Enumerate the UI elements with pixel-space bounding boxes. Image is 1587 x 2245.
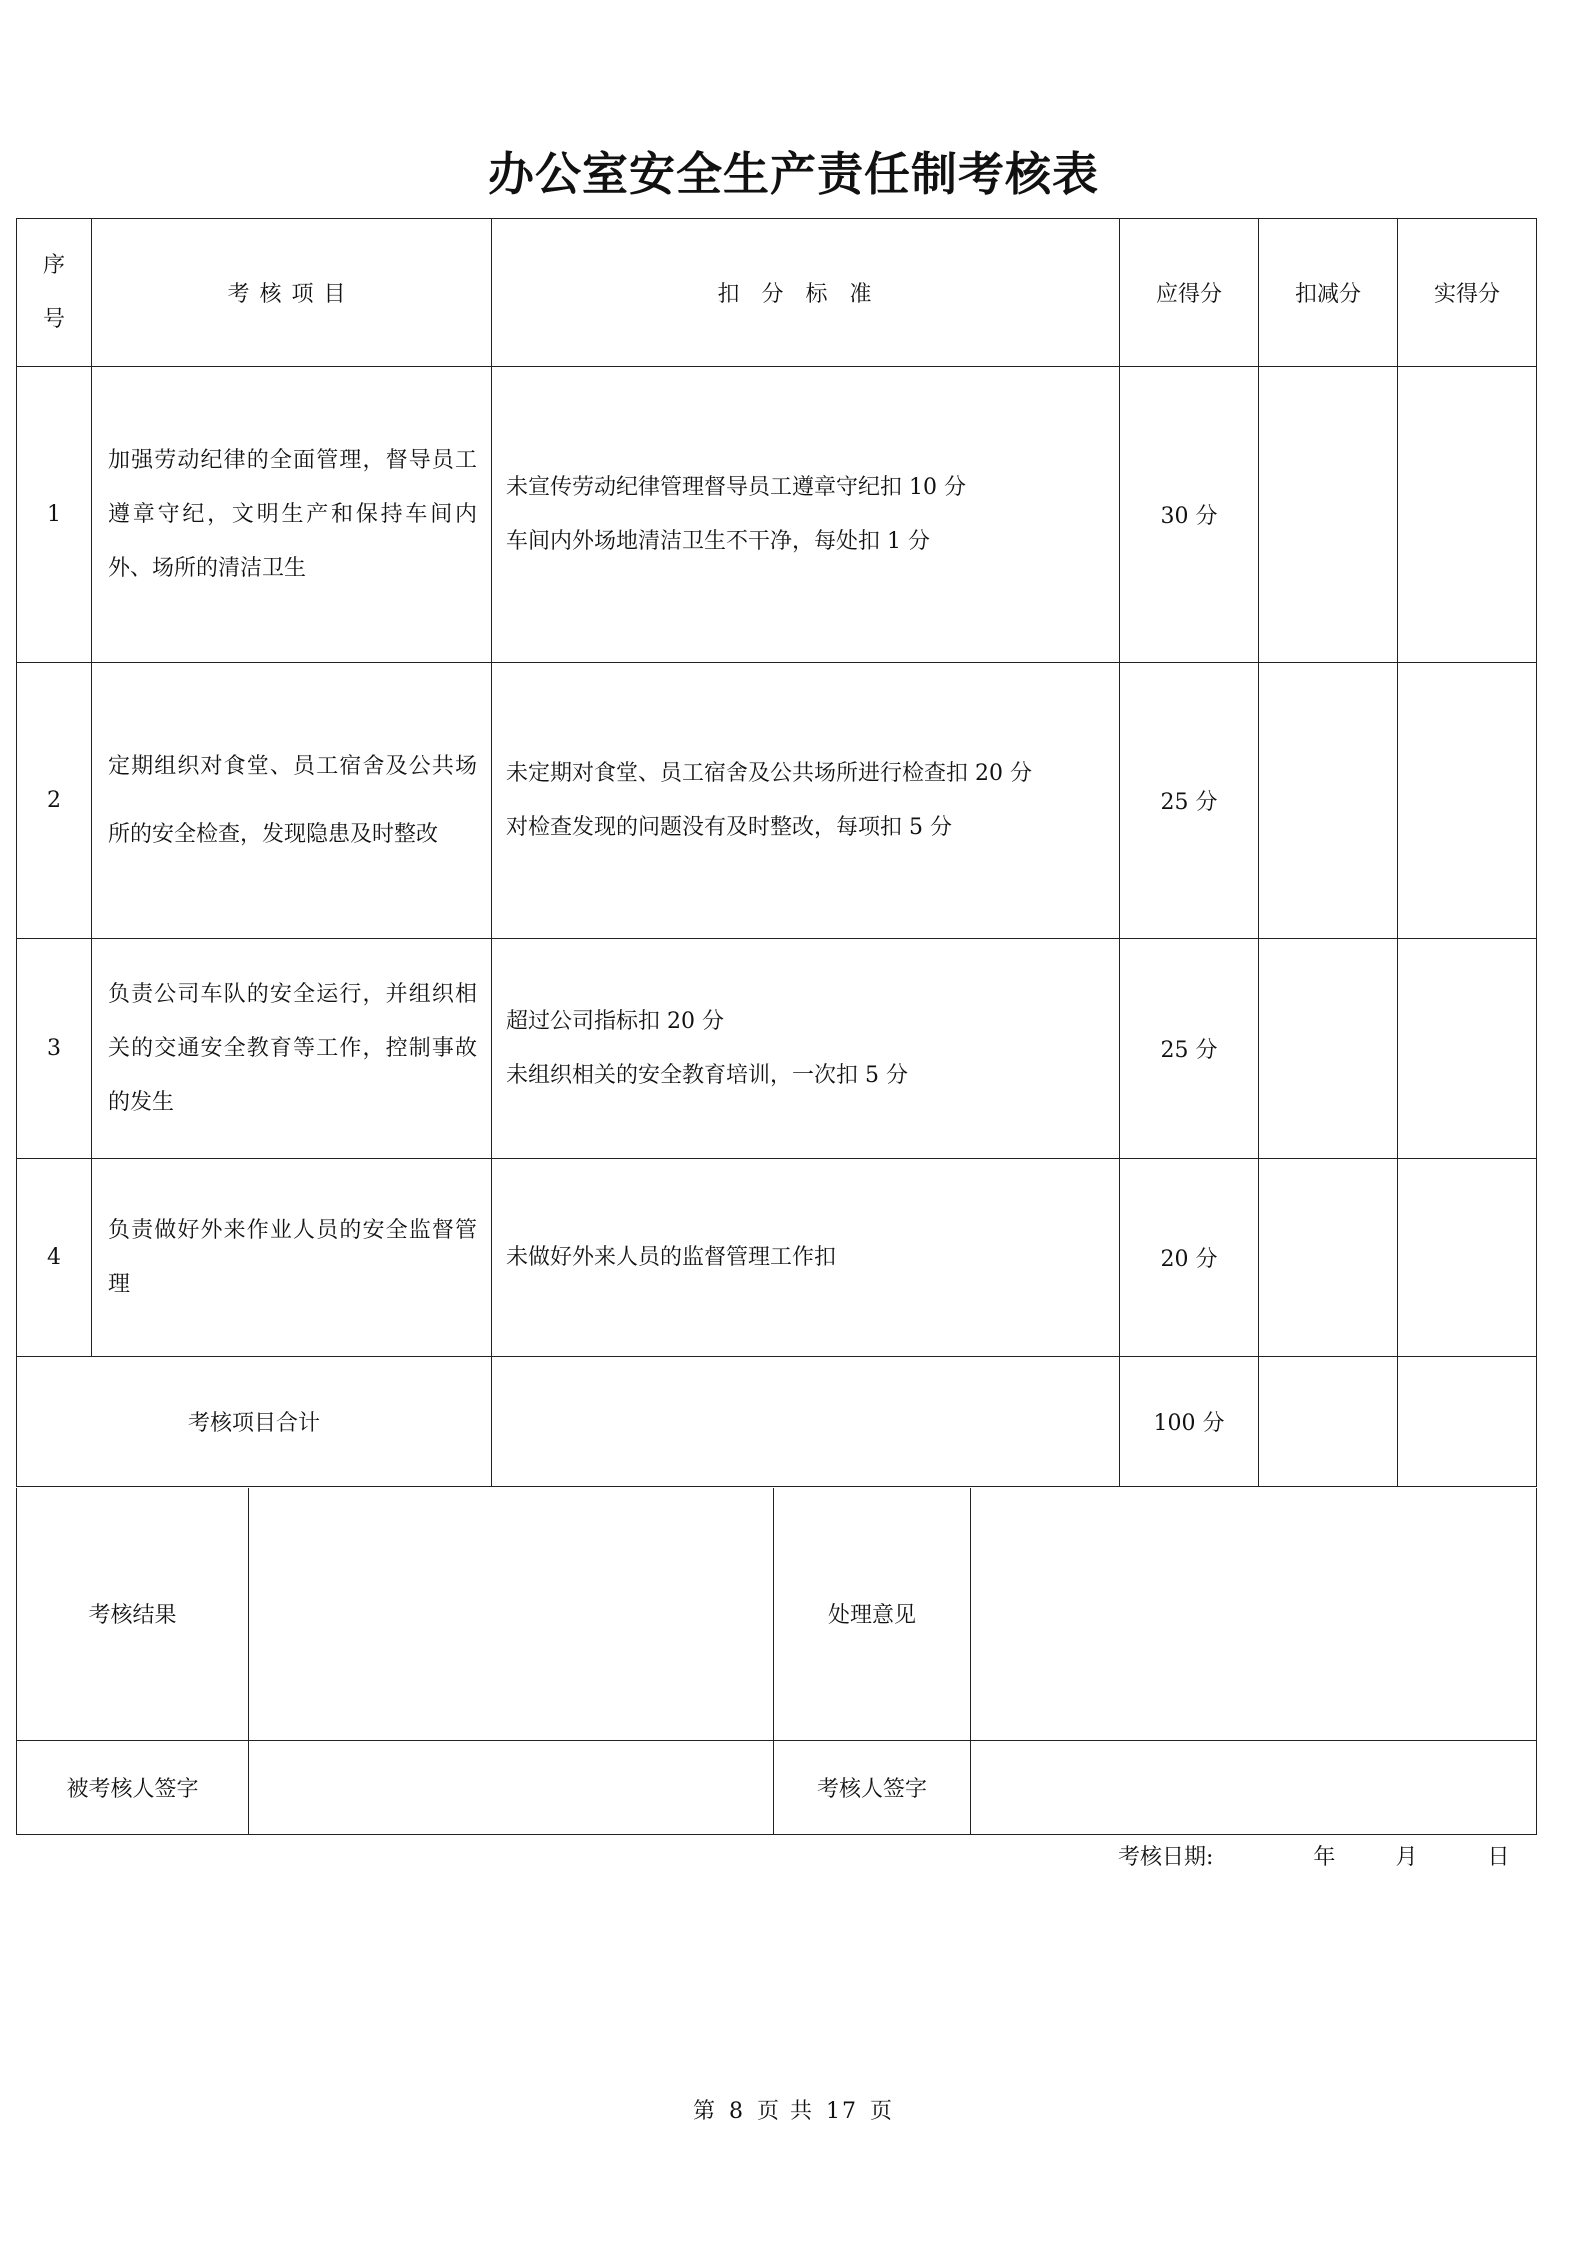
header-due-score: 应得分: [1120, 219, 1259, 367]
row-standard: [492, 1159, 1120, 1357]
total-standard-cell[interactable]: [492, 1357, 1120, 1487]
standard-line: 未宣传劳动纪律管理督导员工遵章守纪扣 10 分: [506, 474, 966, 500]
opinion-label: 处理意见: [774, 1488, 971, 1740]
row-score: 25 分: [1120, 939, 1259, 1159]
row-item: 负责公司车队的安全运行，并组织相关的交通安全教育等工作，控制事故的发生: [92, 939, 492, 1159]
row-deduction-cell[interactable]: [1259, 1159, 1398, 1357]
page-title: 办公室安全生产责任制考核表: [488, 147, 1099, 201]
standard-line: 对检查发现的问题没有及时整改，每项扣 5 分: [506, 814, 952, 840]
row-item: 加强劳动纪律的全面管理，督导员工遵章守纪，文明生产和保持车间内外、场所的清洁卫生: [92, 367, 492, 663]
row-item: 定期组织对食堂、员工宿舍及公共场所的安全检查，发现隐患及时整改: [92, 663, 492, 939]
standard-line: 未做好外来人员的监督管理工作扣: [506, 1244, 837, 1270]
header-deduction: 扣减分: [1259, 219, 1398, 367]
footer-total-pages: 17: [826, 2099, 858, 2124]
signature-row: [17, 1740, 1537, 1834]
row-seq: 4: [17, 1159, 92, 1357]
row-deduction-cell[interactable]: [1259, 367, 1398, 663]
total-label: 考核项目合计: [17, 1357, 492, 1487]
standard-line: 车间内外场地清洁卫生不干净，每处扣 1 分: [506, 528, 930, 554]
row-score: 25 分: [1120, 663, 1259, 939]
table-row: [17, 1159, 1537, 1357]
table-row: [17, 367, 1537, 663]
examinee-sign-label: 被考核人签字: [17, 1740, 249, 1834]
total-deduction-cell[interactable]: [1259, 1357, 1398, 1487]
total-actual-cell[interactable]: [1398, 1357, 1537, 1487]
row-standard: [492, 663, 1120, 939]
row-actual-cell[interactable]: [1398, 939, 1537, 1159]
standard-line: 未定期对食堂、员工宿舍及公共场所进行检查扣 20 分: [506, 760, 1032, 786]
footer-page-number: 8: [729, 2099, 745, 2124]
row-deduction-cell[interactable]: [1259, 939, 1398, 1159]
header-actual: 实得分: [1398, 219, 1537, 367]
row-deduction-cell[interactable]: [1259, 663, 1398, 939]
result-label: 考核结果: [17, 1488, 249, 1740]
row-score: 20 分: [1120, 1159, 1259, 1357]
footer-middle: 页 共: [757, 2099, 814, 2124]
table-row: [17, 663, 1537, 939]
date-label: 考核日期:: [1118, 1845, 1214, 1870]
result-input-cell[interactable]: [249, 1488, 774, 1740]
header-item: 考核项目: [92, 219, 492, 367]
row-seq: 1: [17, 367, 92, 663]
standard-line: 未组织相关的安全教育培训，一次扣 5 分: [506, 1062, 908, 1088]
total-row: [17, 1357, 1537, 1487]
row-standard: [492, 367, 1120, 663]
examiner-sign-cell[interactable]: [971, 1740, 1537, 1834]
result-row: [17, 1488, 1537, 1740]
assessment-date: [1118, 1840, 1509, 1871]
header-row: [17, 219, 1537, 367]
standard-line: 超过公司指标扣 20 分: [506, 1008, 724, 1034]
row-item: 负责做好外来作业人员的安全监督管理: [92, 1159, 492, 1357]
examiner-sign-label: 考核人签字: [774, 1740, 971, 1834]
footer-suffix: 页: [870, 2099, 895, 2124]
opinion-input-cell[interactable]: [971, 1488, 1537, 1740]
row-seq: 3: [17, 939, 92, 1159]
page-footer: [0, 2094, 1587, 2125]
header-seq-line2: 号: [42, 306, 65, 332]
assessment-table: [16, 218, 1537, 1487]
row-seq: 2: [17, 663, 92, 939]
header-seq: [17, 219, 92, 367]
row-score: 30 分: [1120, 367, 1259, 663]
date-year: 年: [1313, 1845, 1336, 1870]
row-actual-cell[interactable]: [1398, 367, 1537, 663]
row-standard: [492, 939, 1120, 1159]
header-standard: 扣分标准: [492, 219, 1120, 367]
footer-prefix: 第: [692, 2099, 717, 2124]
date-month: 月: [1395, 1845, 1418, 1870]
row-actual-cell[interactable]: [1398, 1159, 1537, 1357]
row-actual-cell[interactable]: [1398, 663, 1537, 939]
date-day: 日: [1487, 1845, 1510, 1870]
total-score: 100 分: [1120, 1357, 1259, 1487]
result-table: [16, 1488, 1537, 1835]
examinee-sign-cell[interactable]: [249, 1740, 774, 1834]
header-seq-line1: 序: [42, 252, 65, 278]
table-row: [17, 939, 1537, 1159]
